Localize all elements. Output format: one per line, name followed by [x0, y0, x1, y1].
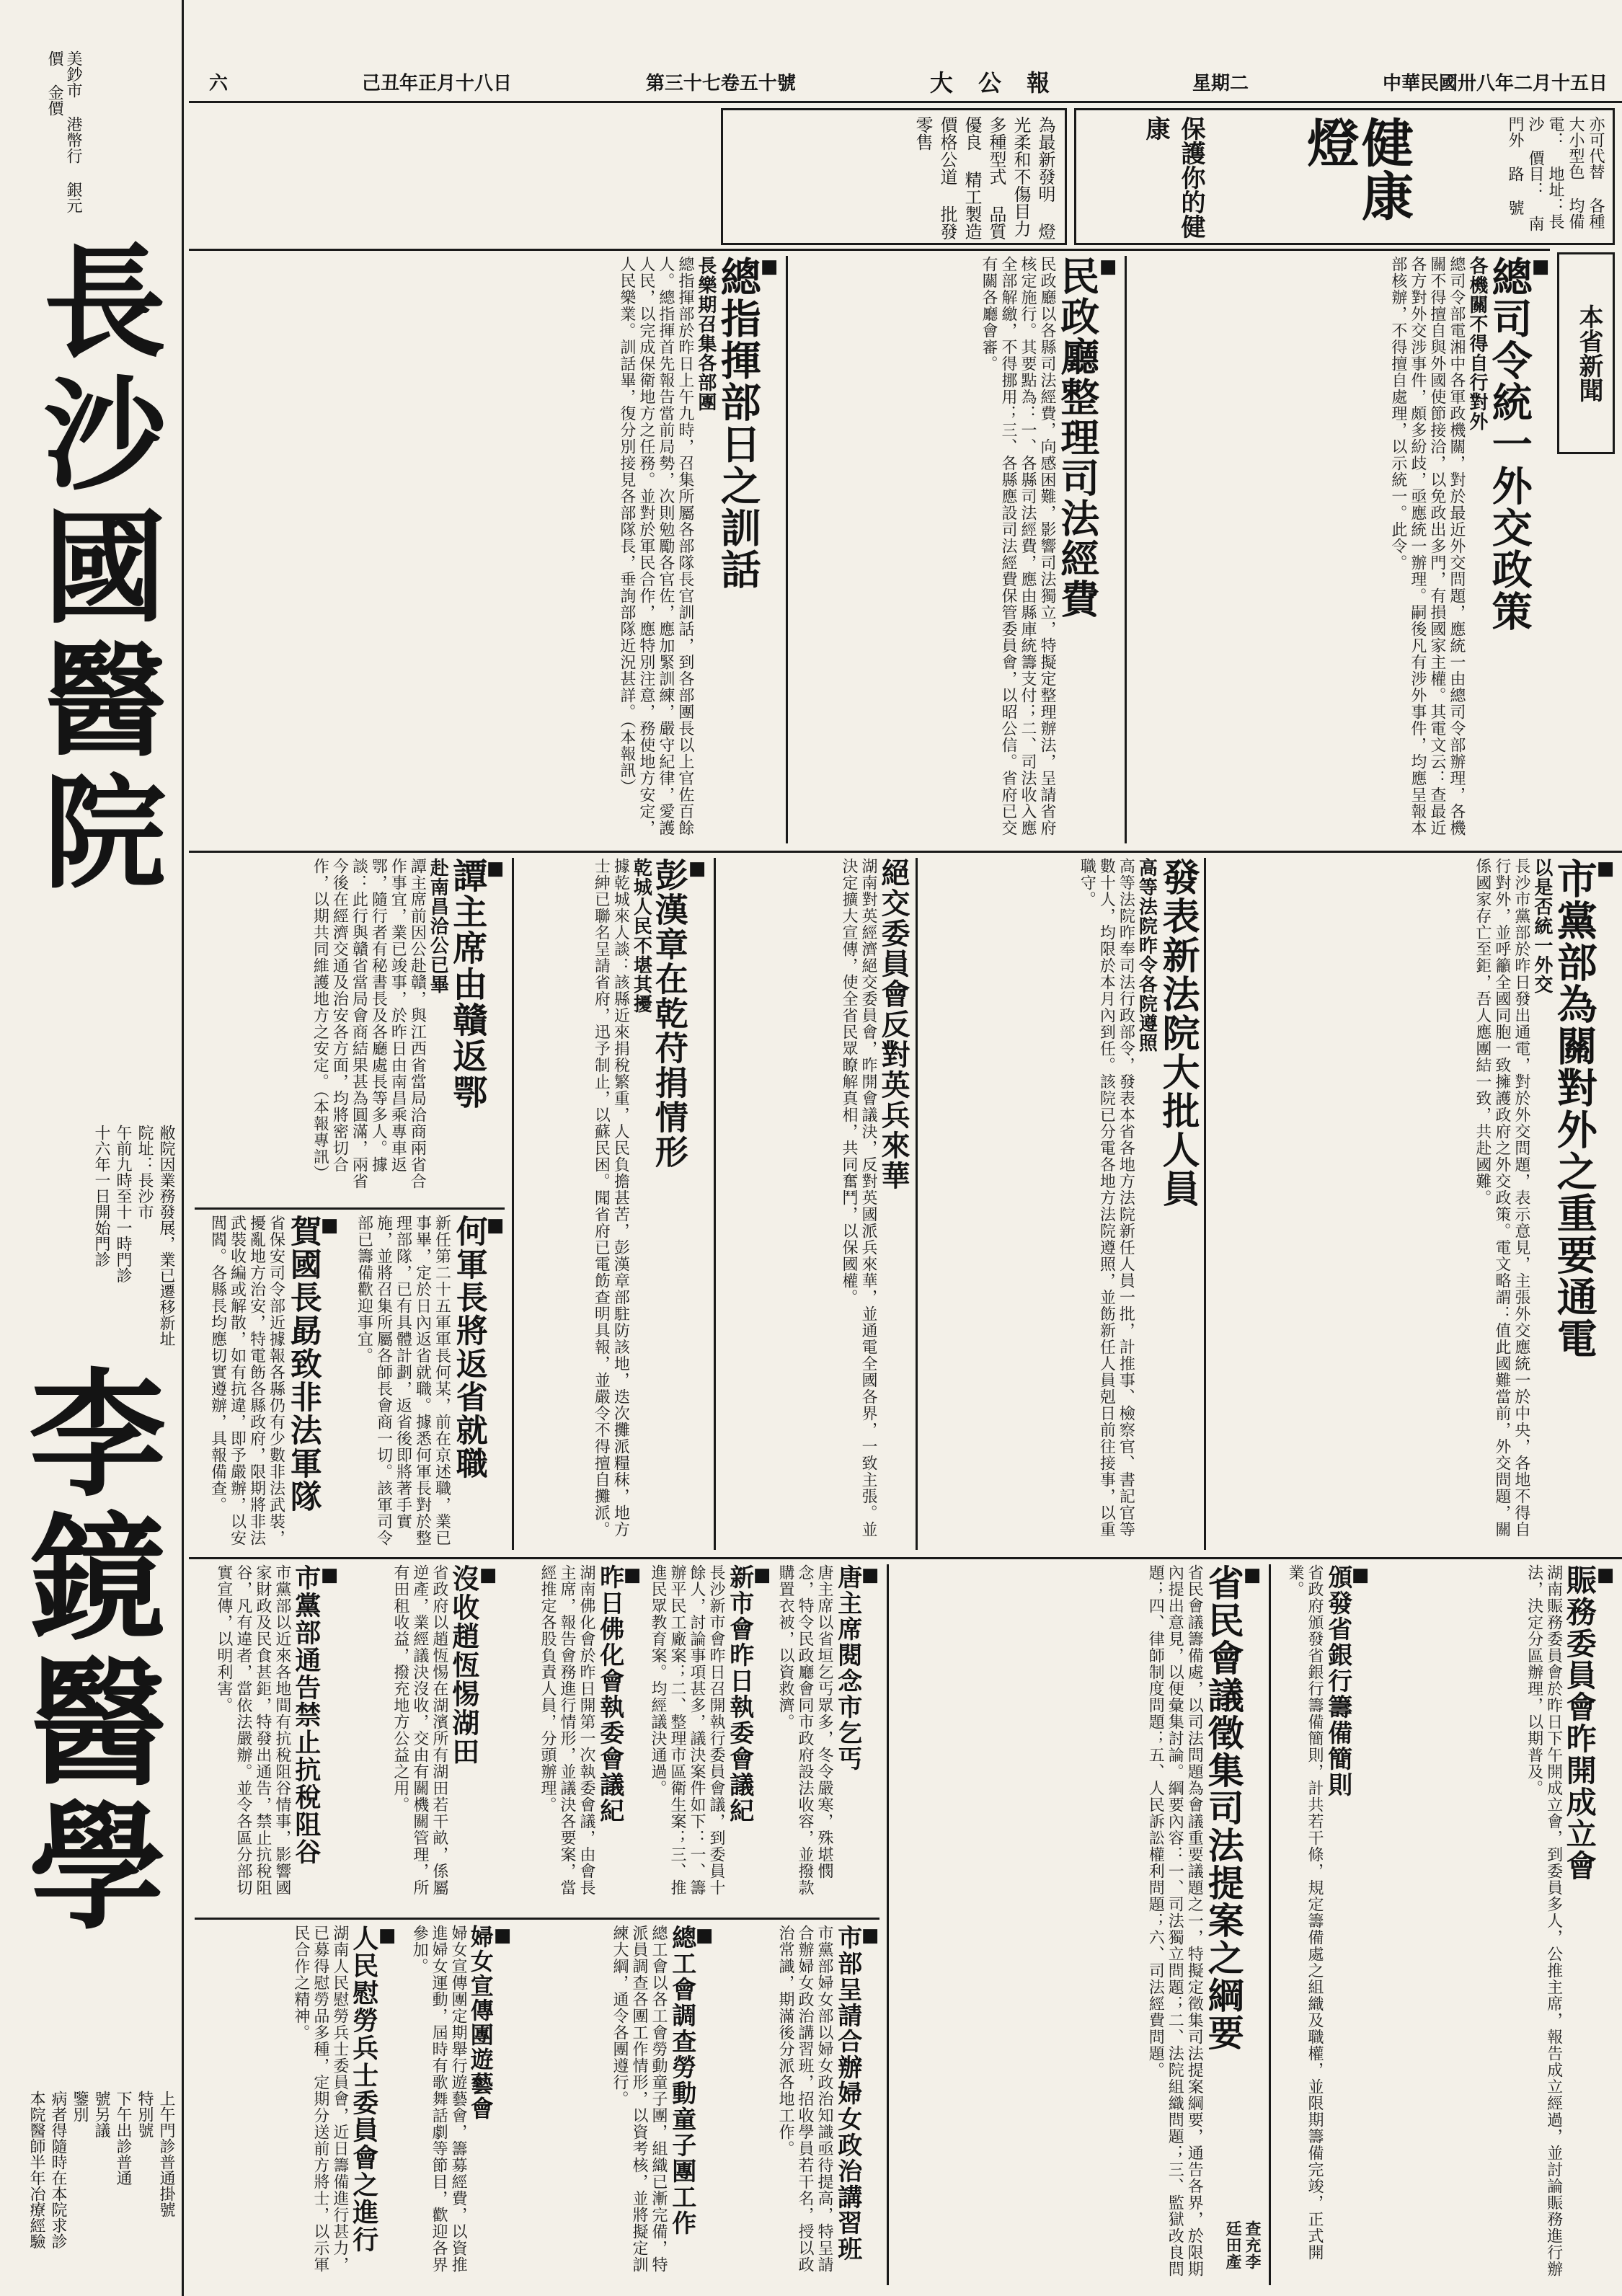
header-issue: 第三十七卷五十號	[645, 72, 796, 94]
article-7	[923, 858, 1200, 1550]
slogan: 為最新發明	[1035, 116, 1055, 203]
ad-doctor-info	[7, 2091, 177, 2285]
article-body: 長沙新市會昨日召開執行委員會議，到委員十餘人，討論事項甚多，議決案件如下：一、籌辦平民工廠案；二、整理市區衛生案；三、推進民眾教育案。均經議決通過。	[649, 1564, 726, 1896]
slogan-list	[726, 116, 1058, 240]
article-title: ■ 彭漢章在乾苻捐情形	[652, 858, 706, 1550]
ad-small-line: 上午門診普通掛號	[157, 2091, 175, 2217]
ad-small-line: 鑒別	[71, 2091, 89, 2122]
article-body: 省民會議籌備處，以司法問題為會議重要議題之一，特擬定徵集司法提案綱要，通告各界，於限期內提出意見，以便彙集討論。綱要內容：一、司法獨立問題；二、法院組織問題；三、監獄改良問題；四、律師制度問題；五、人民訴訟權利問題；六、司法經費問題。	[1146, 1564, 1204, 2277]
article-title: ■ 昨日佛化會執委會議紀	[596, 1564, 642, 1910]
divider	[1125, 256, 1127, 843]
divider	[195, 1918, 879, 1920]
article-13b	[894, 2220, 1262, 2285]
tier-rule-2	[189, 851, 1622, 853]
advert-brand: 健康燈	[1298, 116, 1414, 223]
advert-line: 地址：長沙	[1526, 116, 1564, 229]
article-11	[195, 1564, 339, 1910]
article-subtitle: 赴南昌洽公已畢	[427, 858, 449, 994]
article-4	[346, 1215, 505, 1550]
article-body: 省政府以趙恆惕在湖濱所有湖田若干畝，係屬逆產，業經議決沒收，交由有關機關管理，所有田租收益，撥充地方公益之用。	[391, 1564, 448, 1896]
header-date: 中華民國卅八年二月十五日	[1382, 72, 1608, 94]
article-title: ■ 婦女宣傳團遊藝會	[468, 1925, 512, 2285]
ad-hospital-info	[7, 1125, 177, 1355]
market-quotes	[3, 50, 82, 223]
article-title: 發表新法院大批人員	[1156, 858, 1200, 1208]
article-17	[404, 1925, 512, 2285]
article-title: ■ 市黨部為關對外之重要通電	[1553, 858, 1615, 1550]
header-weekday: 星期二	[1192, 72, 1249, 94]
section-label: 本省新聞	[1557, 252, 1615, 454]
article-6	[793, 256, 1117, 843]
advert-line: 各種大小型色	[1566, 116, 1605, 229]
article-title: ■ 新市會昨日執委會議紀	[726, 1564, 771, 1910]
article-body: 民政廳以各縣司法經費，向感困難，影響司法獨立，特擬定整理辦法，呈請省府核定施行。其要點為：一、各縣司法經費，應由縣庫統籌支付；二、司法收入應全部解繳，不得挪用；三、各縣應設司法經費保管委員會，以昭公信。省府已交有關各廳會審。	[980, 256, 1057, 836]
ad-doctor-title: 李鏡醫學	[6, 1362, 167, 1939]
article-2	[195, 256, 779, 843]
ad-small-line: 本院醫師半年冶療經驗	[27, 2091, 45, 2249]
article-subtitle: 各機關不得自行對外	[1466, 256, 1488, 431]
article-title: ■ 民政廳整理司法經費	[1057, 256, 1117, 843]
advert-line: 號	[1506, 200, 1524, 216]
header-lunar: 己丑年正月十八日	[361, 72, 512, 94]
article-10	[721, 858, 908, 1550]
divider	[887, 1564, 889, 2285]
article-title: ■ 市部呈請合辦婦女政治講習班	[834, 1925, 879, 2285]
advert-line: 南門外	[1506, 116, 1544, 231]
article-23	[1377, 1564, 1615, 2285]
article-3	[195, 858, 505, 1204]
tier-rule-1	[189, 249, 1550, 251]
article-body: 譚主席前因公赴贛，與江西省當局洽商兩省合作事宜，業已竣事，於昨日由南昌乘專車返鄂，隨行者有秘書長及各廳處長等多人。據談：此行與贛省當局會商結果甚為圓滿，兩省今後在經濟交通及治安各方面，均將密切合作，以期共同維護地方之安定。（本報專訊）	[311, 858, 427, 1189]
article-body: 湖南賑務委員會於昨日下午開成立會，到委員多人，公推主席，報告成立經過，並討論賑務進行辦法，決定分區辦理，以期普及。	[1525, 1564, 1563, 2277]
advert-line: 均備	[1566, 198, 1585, 229]
article-body: 婦女宣傳團定期舉行遊藝會，籌募經費，以資推進婦女運動，屆時有歌舞話劇等節目，歡迎各界參加。	[410, 1925, 468, 2273]
slogan: 精工製造	[962, 171, 982, 240]
divider	[1204, 858, 1206, 1550]
article-body: 市黨部以近來各地間有抗稅阻谷情事，影響國家財政及民食甚鉅，特發出通告，禁止抗稅阻谷，凡有違者，當依法嚴辦。並令各區分部切實宣傳，以明利害。	[214, 1564, 291, 1896]
advert-title: 保護你的健康	[1141, 116, 1205, 239]
market-item: 美鈔市	[64, 50, 82, 98]
article-5	[195, 1215, 339, 1550]
market-item: 銀元價	[45, 50, 82, 213]
article-12	[346, 1564, 497, 1910]
slogan: 燈光柔和不傷目力	[1011, 116, 1055, 240]
article-subtitle: 高等法院昨令各院遵照	[1135, 858, 1158, 1052]
slogan: 品質優良	[962, 116, 1006, 240]
article-body: 據乾城來人談：該縣近來捐稅繁重，人民負擔甚苦，彭漢章部駐防該地，迭次攤派糧秣，地方士紳已聯名呈請省府，迅予制止，以蘇民困。聞省府已電飭查明具報，並嚴令不得擅自攤派。	[592, 858, 630, 1538]
article-body: 總工會以各工會勞動童子團，組織已漸完備，特派員調查各團工作情形，以資考核，並將擬定訓練大綱，通令各團遵行。	[611, 1925, 668, 2273]
article-title: ■ 省民會議徵集司法提案之綱要	[1204, 1564, 1262, 2285]
article-body: 唐主席以省垣乞丐眾多，冬令嚴寒，殊堪憫念，特令民政廳會同市政府設法收容，並撥款購置衣被，以資救濟。	[776, 1564, 834, 1896]
article-body: 湖南對英經濟絕交委員會，昨開會議決，反對英國派兵來華，並通電全國各界，一致主張。並決定擴大宣傳，使全省民眾瞭解真相，共同奮鬥，以保國權。	[840, 858, 877, 1538]
divider	[786, 256, 788, 843]
market-item: 港幣行	[64, 116, 82, 164]
article-body: 省政府頒發省銀行籌備簡則，計共若干條，規定籌備處之組織及職權，並限期籌備完竣，正式開業。	[1286, 1564, 1324, 2261]
slogan: 多種型式	[986, 116, 1006, 185]
top-advert	[1074, 108, 1615, 245]
article-subtitle: 乾城人民不堪其擾	[630, 858, 652, 1014]
header-rule	[189, 101, 1622, 103]
divider	[195, 1207, 505, 1210]
article-subtitle: 以是否統一外交	[1530, 858, 1553, 994]
market-item: 金價	[45, 84, 63, 116]
article-title: 絕交委員會反對英兵來華	[877, 858, 910, 1191]
article-subtitle: 長樂期召集各部團	[694, 256, 717, 412]
advert-line: 電：	[1546, 116, 1564, 148]
ad-small-line: 號另議	[92, 2091, 110, 2138]
left-advert-column	[0, 0, 180, 2296]
article-body: 湖南人民慰勞兵士委員會，近日籌備進行甚力，已募得慰勞品多種，定期分送前方將士，以示軍民合作之精神。	[291, 1925, 349, 2273]
divider	[916, 858, 918, 1550]
ad-small-line: 病者得隨時在本院求診	[49, 2091, 67, 2249]
article-body: 高等法院昨奉司法行政部令，發表本省各地方法院新任人員一批，計推事、檢察官、書記官等數十人，均限於本月內到任。該院已分電各地方法院遵照，並飭新任人員剋日前往接事，以重職守。	[1078, 858, 1135, 1538]
article-21	[894, 1564, 1262, 2285]
page-header	[195, 65, 1622, 98]
article-title: ■ 人民慰勞兵士委員會之進行	[350, 1925, 396, 2285]
article-title: ■ 何軍長將返省就職	[452, 1215, 505, 1550]
divider	[1269, 1564, 1271, 2285]
ad-small-line: 特別號	[136, 2091, 154, 2138]
article-body: 總司令部電湘中各軍政機關，對於最近外交問題，應統一由總司令部辦理，各機關不得擅自與外國使節接洽，以免政出多門，有損國家主權。其電文云：查最近各方對外交涉事件，頗多紛歧，亟應統一辦理。嗣後凡有涉外事件，均應呈報本部核辦，不得擅自處理，以示統一。此令。	[1388, 256, 1466, 836]
article-20	[519, 1925, 714, 2285]
article-title: ■ 譚主席由贛返鄂	[448, 858, 505, 1204]
left-column-divider	[182, 0, 184, 2296]
article-title: ■ 頒發省銀行籌備簡則	[1324, 1564, 1370, 2285]
article-18	[195, 1925, 396, 2285]
ad-info-line: 午前九時至十一時門診	[114, 1125, 132, 1283]
article-title: ■ 總司令統一外交政策	[1488, 256, 1550, 843]
article-9	[1211, 858, 1615, 1550]
article-body: 新任第二十五軍軍長何某，前在京述職，業已事畢，定於日內返省就職。據悉何軍長對於整理部隊，已有具體計劃，返省後即將著手實施，並將召集所屬各師長會商一切。該軍司令部已籌備歡迎事宜。	[355, 1215, 451, 1546]
article-14	[649, 1564, 771, 1910]
article-title: ■ 總指揮部日之訓話	[717, 256, 779, 843]
advert-lines	[1418, 116, 1605, 239]
article-title: ■ 總工會調查勞動童子團工作	[668, 1925, 714, 2285]
article-body: 長沙市黨部於昨日發出通電，對於外交問題，表示意見，主張外交應統一於中央，各地不得自行對外，並呼籲全國同胞一致擁護政府之外交政策。電文略謂：值此國難當前，外交問題，關係國家存亡至鉅，吾人應團結一致，共赴國難。	[1473, 858, 1530, 1538]
article-19	[721, 1925, 879, 2285]
article-22	[1276, 1564, 1370, 2285]
top-advert-slogans	[721, 108, 1067, 245]
article-body: 查充李廷田產	[1223, 2220, 1262, 2270]
article-body: 省保安司令部近據報各縣仍有少數非法武裝，擾亂地方治安，特電飭各縣政府，限期將非法武裝收編或解散，如有抗違，即予嚴辦，以安閭閻。各縣長均應切實遵辦，具報備查。	[208, 1215, 285, 1546]
ad-info-line: 敝院因業務發展，業已遷移新址	[157, 1125, 175, 1347]
article-title: ■ 市黨部通告禁止抗稅阻谷	[292, 1564, 339, 1910]
header-masthead: 大 公 報	[929, 69, 1059, 97]
slogan: 批發零售	[913, 116, 957, 240]
divider	[512, 858, 514, 1550]
ad-small-line: 下午出診普通	[114, 2091, 132, 2186]
divider	[714, 858, 716, 1550]
tier-rule-3	[189, 1557, 1622, 1559]
article-body: 市黨部婦女部以婦女政治知識亟待提高，特呈請合辦婦女政治講習班，招收學員若干名，授以政治常識，期滿後分派各地工作。	[776, 1925, 834, 2273]
article-8	[519, 858, 706, 1550]
article-title: ■ 沒收趙恆惕湖田	[449, 1564, 497, 1910]
article-title: ■ 賑務委員會昨開成立會	[1564, 1564, 1615, 2285]
article-title: ■ 唐主席閱念市乞丐	[834, 1564, 879, 1910]
ad-hospital-title: 長沙國醫院	[22, 238, 167, 901]
header-page-number: 六	[209, 72, 229, 94]
article-13	[776, 1564, 879, 1910]
article-1	[1132, 256, 1550, 843]
article-15	[505, 1564, 642, 1910]
article-body: 總指揮部於昨日上午九時，召集所屬各部隊長官訓話，到各部團長以上官佐百餘人。總指揮首先報告當前局勢，次則勉勵各官佐，應加緊訓練，嚴守紀律，愛護人民，以完成保衛地方之任務。並對於軍民合作，應特別注意，務使地方安定，人民樂業。訓話畢，復分別接見各部隊長，垂詢部隊近況甚詳。（本報訊）	[617, 256, 694, 836]
article-title: ■ 賀國長勗致非法軍隊	[286, 1215, 339, 1550]
advert-line: 路	[1506, 166, 1524, 182]
advert-line: 價目：	[1526, 150, 1544, 198]
ad-info-line: 十六年一日開始門診	[92, 1125, 110, 1267]
ad-info-line: 院址：長沙市	[136, 1125, 154, 1220]
advert-line: 亦可代替	[1587, 116, 1605, 179]
slogan: 價格公道	[937, 116, 957, 185]
article-body: 湖南佛化會於昨日開第一次執委會議，由會長主席，報告會務進行情形，並議決各要案，當經推定各股負責人員，分頭辦理。	[539, 1564, 596, 1896]
